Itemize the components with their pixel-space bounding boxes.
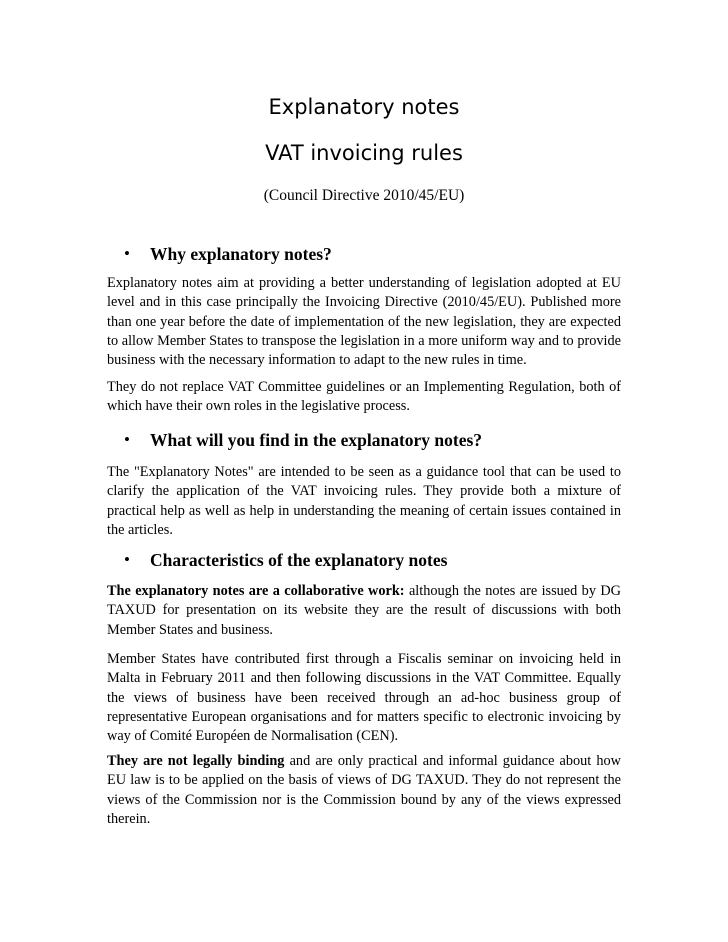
bullet-icon: • bbox=[124, 430, 130, 449]
paragraph-text: although the notes are issued by DG TAXUD for presentation on its website they are the result of discussions with both Member States and business. bbox=[107, 583, 621, 638]
paragraph bbox=[107, 752, 621, 829]
document-subtitle-title: VAT invoicing rules bbox=[265, 141, 463, 165]
bold-lead: The explanatory notes are a collaborative work: bbox=[107, 583, 405, 599]
section-heading-characteristics: Characteristics of the explanatory notes bbox=[150, 550, 448, 570]
bullet-icon: • bbox=[124, 550, 130, 569]
paragraph: They do not replace VAT Committee guidelines or an Implementing Regulation, both of which have their own roles in the legislative process. bbox=[107, 379, 621, 415]
section-heading-what: What will you find in the explanatory notes? bbox=[150, 430, 483, 450]
paragraph: Member States have contributed first through a Fiscalis seminar on invoicing held in Malta in February 2011 and then following discussions in the VAT Committee. Equally the views of business have been received through an ad-hoc business group of representative European organisations and for matters specific to electronic invoicing by way of Comité Européen de Normalisation (CEN). bbox=[107, 651, 621, 745]
bullet-icon: • bbox=[124, 244, 130, 263]
paragraph-text: and are only practical and informal guidance about how EU law is to be applied on the basis of views of DG TAXUD. They do not represent the views of the Commission nor is the Commission bound by any of the views expressed therein. bbox=[107, 753, 622, 827]
paragraph: Explanatory notes aim at providing a better understanding of legislation adopted at EU level and in this case principally the Invoicing Directive (2010/45/EU). Published more than one year before the date of implementation of the new legislation, they are expected to allow Member States to transpose the legislation in a more uniform way and to provide business with the necessary information to adapt to the new rules in time. bbox=[107, 275, 621, 369]
bold-lead: They are not legally binding bbox=[107, 753, 285, 769]
paragraph: The "Explanatory Notes" are intended to be seen as a guidance tool that can be used to clarify the application of the VAT invoicing rules. They provide both a mixture of practical help as well as help in understanding the meaning of certain issues contained in the articles. bbox=[107, 464, 621, 538]
document-title: Explanatory notes bbox=[268, 95, 460, 119]
paragraph bbox=[107, 582, 621, 640]
section-heading-why: Why explanatory notes? bbox=[150, 244, 332, 264]
directive-reference: (Council Directive 2010/45/EU) bbox=[263, 187, 465, 204]
